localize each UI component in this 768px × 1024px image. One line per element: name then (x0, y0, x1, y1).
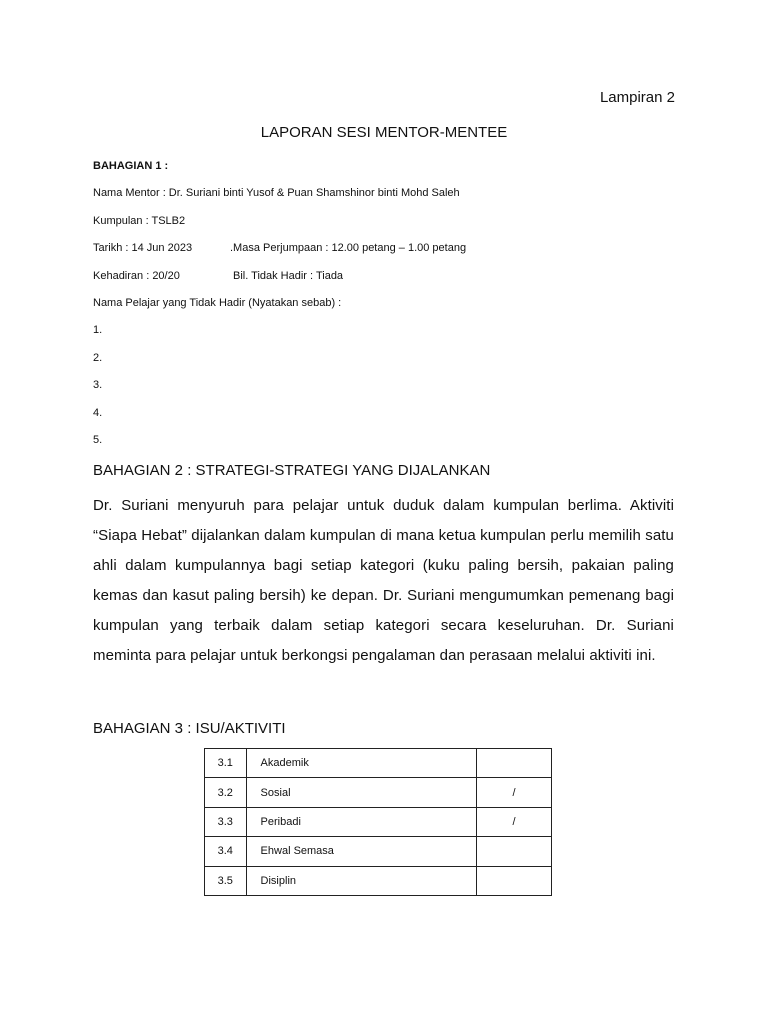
absent-students-label: Nama Pelajar yang Tidak Hadir (Nyatakan sebab) : (93, 297, 342, 309)
row-number: 3.3 (205, 807, 247, 836)
date-line: Tarikh : 14 Jun 2023 (93, 242, 193, 254)
row-category: Peribadi (246, 807, 476, 836)
row-mark (477, 749, 552, 778)
absent-list-item: 4. (93, 407, 103, 419)
document-title: LAPORAN SESI MENTOR-MENTEE (260, 124, 508, 141)
strategy-paragraph: Dr. Suriani menyuruh para pelajar untuk duduk dalam kumpulan berlima. Aktiviti “Siapa Hebat” dijalankan dalam kumpulan di mana ketua kumpulan perlu memilih satu ahli dalam kumpulannya bagi setiap kategori (kuku paling bersih, pakaian paling kemas dan kasut paling bersih) ke depan. Dr. Suriani mengumumkan pemenang bagi kumpulan yang terbaik dalam setiap kategori secara keseluruhan. Dr. Suriani meminta para pelajar untuk berkongsi pengalaman dan perasaan melalui aktiviti ini. (93, 497, 674, 664)
group-line: Kumpulan : TSLB2 (93, 215, 186, 227)
row-mark (477, 837, 552, 866)
attendance-line: Kehadiran : 20/20 (93, 270, 180, 282)
issue-activity-table (204, 748, 552, 896)
table-row (205, 749, 552, 778)
table-row (205, 866, 552, 895)
meeting-time-line: .Masa Perjumpaan : 12.00 petang – 1.00 petang (230, 242, 467, 254)
table-row (205, 778, 552, 807)
table-row (205, 837, 552, 866)
section-2-heading: BAHAGIAN 2 : STRATEGI-STRATEGI YANG DIJALANKAN (93, 462, 491, 479)
row-number: 3.4 (205, 837, 247, 866)
appendix-label: Lampiran 2 (599, 89, 675, 106)
row-category: Sosial (246, 778, 476, 807)
row-mark: / (477, 807, 552, 836)
table-row (205, 807, 552, 836)
absent-list-item: 3. (93, 379, 103, 391)
absent-list-item: 1. (93, 324, 103, 336)
mentor-name-line: Nama Mentor : Dr. Suriani binti Yusof & Puan Shamshinor binti Mohd Saleh (93, 187, 460, 199)
absent-count-line: Bil. Tidak Hadir : Tiada (233, 270, 344, 282)
row-category: Disiplin (246, 866, 476, 895)
absent-list-item: 5. (93, 434, 103, 446)
section-1-heading: BAHAGIAN 1 : (93, 160, 169, 172)
row-number: 3.5 (205, 866, 247, 895)
absent-list-item: 2. (93, 352, 103, 364)
row-mark: / (477, 778, 552, 807)
row-category: Ehwal Semasa (246, 837, 476, 866)
row-number: 3.2 (205, 778, 247, 807)
row-category: Akademik (246, 749, 476, 778)
row-mark (477, 866, 552, 895)
row-number: 3.1 (205, 749, 247, 778)
section-3-heading: BAHAGIAN 3 : ISU/AKTIVITI (93, 720, 286, 737)
